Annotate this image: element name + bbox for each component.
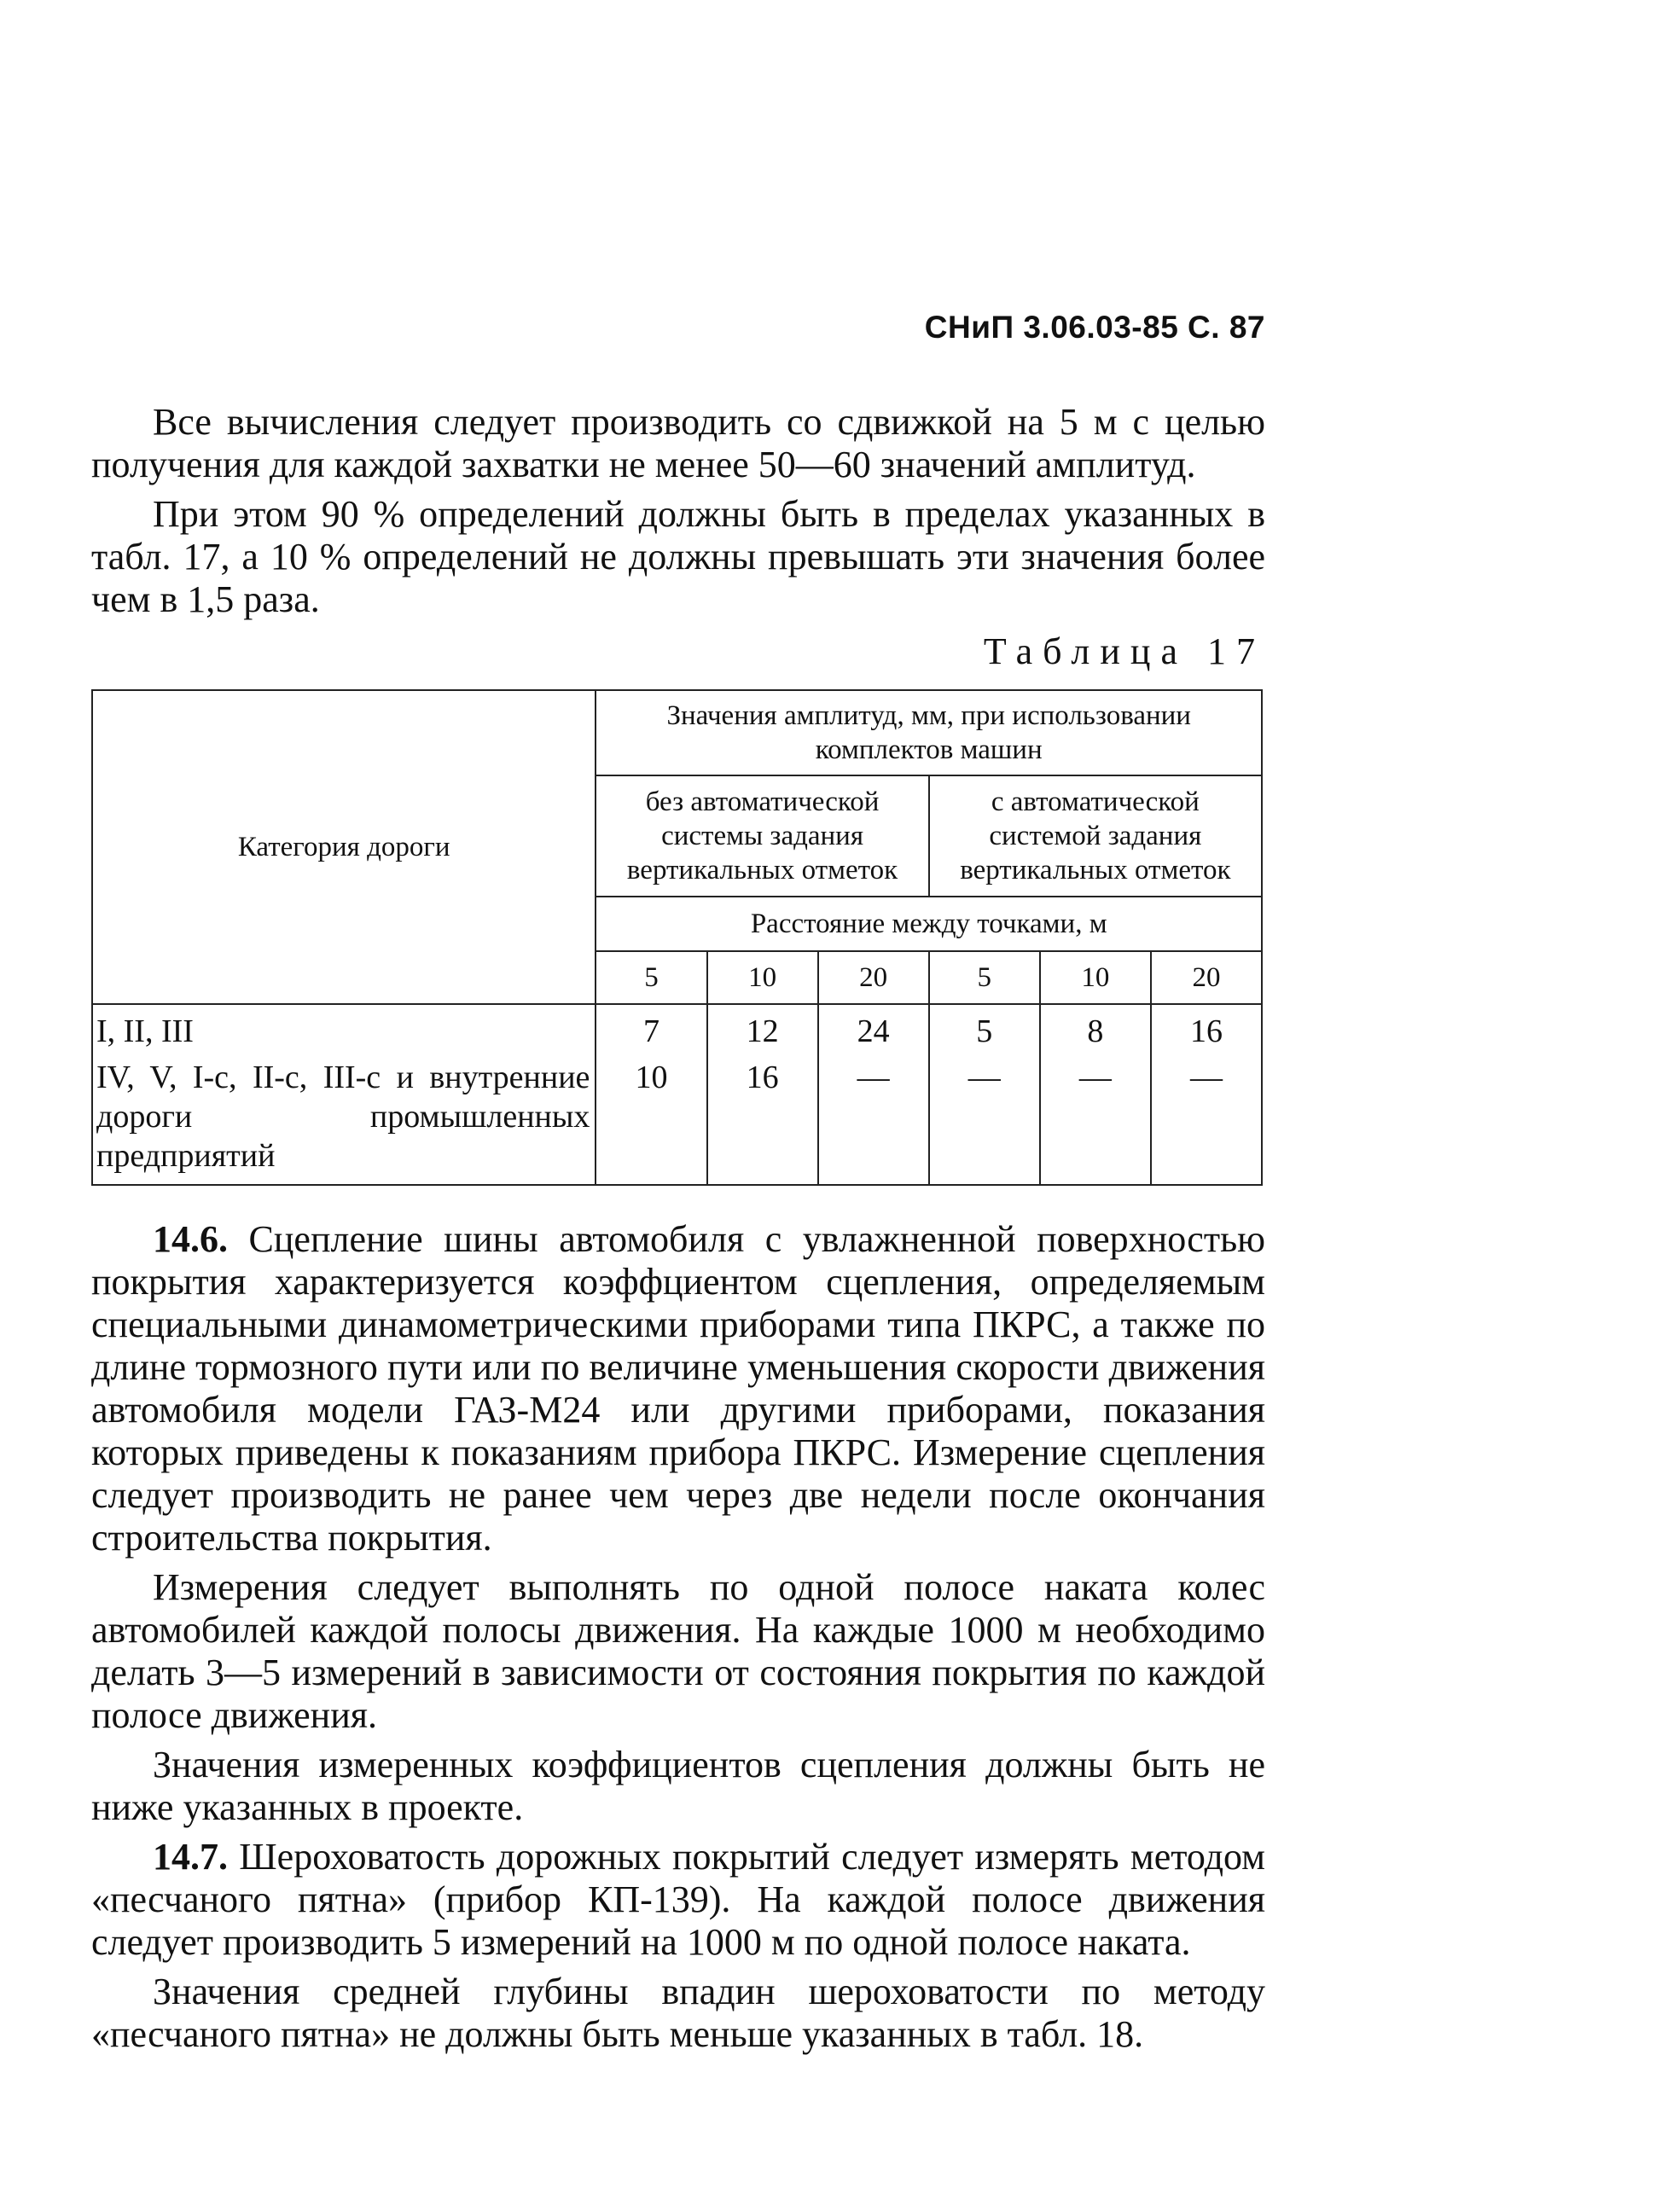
section-14-7-paragraph-1 [91, 1836, 1265, 1964]
intro-paragraph-1: Все вычисления следует производить со сдвижкой на 5 м с целью получения для каждой захватки не менее 50—60 значений амплитуд. [91, 401, 1265, 485]
page-header: СНиП 3.06.03-85 С. 87 [924, 310, 1265, 345]
table-cell: 12 [707, 1004, 818, 1054]
table-cell: 7 [596, 1004, 706, 1054]
section-text: Сцепление шины автомобиля с увлажненной поверхностью покрытия характеризуется коэффциентом сцепления, определяемым специальными динамометрическими приборами типа ПКРС, а также по длине тормозного пути или по величине уменьшения скорости движения автомобиля модели ГАЗ-М24 или другими приборами, показания которых приведены к показаниям прибора ПКРС. Измерение сцепления следует производить не ранее чем через две недели после окончания строительства покрытия. [91, 1218, 1266, 1559]
header-distance-value: 10 [1040, 951, 1151, 1004]
header-with-auto: с автоматической системой задания вертикальных отметок [929, 775, 1262, 897]
table-cell: 16 [707, 1054, 818, 1185]
intro-text [91, 401, 1265, 621]
header-distance-value: 5 [596, 951, 706, 1004]
header-distance-value: 20 [1151, 951, 1262, 1004]
section-14-6-paragraph-1 [91, 1218, 1265, 1559]
table-row [92, 1004, 1262, 1054]
table-row [92, 1054, 1262, 1185]
row-category: IV, V, I-с, II-с, III-с и внутренние дороги промышленных предприятий [92, 1054, 596, 1185]
header-distance: Расстояние между точками, м [596, 897, 1262, 951]
section-number: 14.6. [153, 1218, 228, 1260]
section-14-7-paragraph-2: Значения средней глубины впадин шероховатости по методу «песчаного пятна» не должны быть меньше указанных в табл. 18. [91, 1971, 1265, 2055]
table-cell: — [1151, 1054, 1262, 1185]
sections-text [91, 1218, 1265, 2056]
table-cell: — [818, 1054, 929, 1185]
table-17 [91, 689, 1263, 1186]
table-cell: 5 [929, 1004, 1040, 1054]
header-distance-value: 20 [818, 951, 929, 1004]
table-cell: 8 [1040, 1004, 1151, 1054]
row-category: I, II, III [92, 1004, 596, 1054]
table-cell: 10 [596, 1054, 706, 1185]
table-cell: 24 [818, 1004, 929, 1054]
table-cell: 16 [1151, 1004, 1262, 1054]
header-without-auto: без автоматической системы задания вертикальных отметок [596, 775, 928, 897]
section-text: Шероховатость дорожных покрытий следует измерять методом «песчаного пятна» (прибор КП-139). На каждой полосе движения следует производить 5 измерений на 1000 м по одной полосе наката. [91, 1836, 1266, 1963]
header-amplitude-group: Значения амплитуд, мм, при использовании комплектов машин [596, 690, 1262, 775]
section-number: 14.7. [153, 1836, 228, 1878]
header-distance-value: 10 [707, 951, 818, 1004]
header-distance-value: 5 [929, 951, 1040, 1004]
header-category: Категория дороги [92, 690, 596, 1004]
table-cell: — [929, 1054, 1040, 1185]
section-14-6-paragraph-3: Значения измеренных коэффициентов сцепления должны быть не ниже указанных в проекте. [91, 1744, 1265, 1828]
section-14-6-paragraph-2: Измерения следует выполнять по одной полосе наката колес автомобилей каждой полосы движения. На каждые 1000 м необходимо делать 3—5 измерений в зависимости от состояния покрытия по каждой полосе движения. [91, 1566, 1265, 1736]
table-cell: — [1040, 1054, 1151, 1185]
intro-paragraph-2: При этом 90 % определений должны быть в пределах указанных в табл. 17, а 10 % определений не должны превышать эти значения более чем в 1,5 раза. [91, 493, 1265, 620]
table-caption: Таблица 17 [983, 630, 1265, 672]
